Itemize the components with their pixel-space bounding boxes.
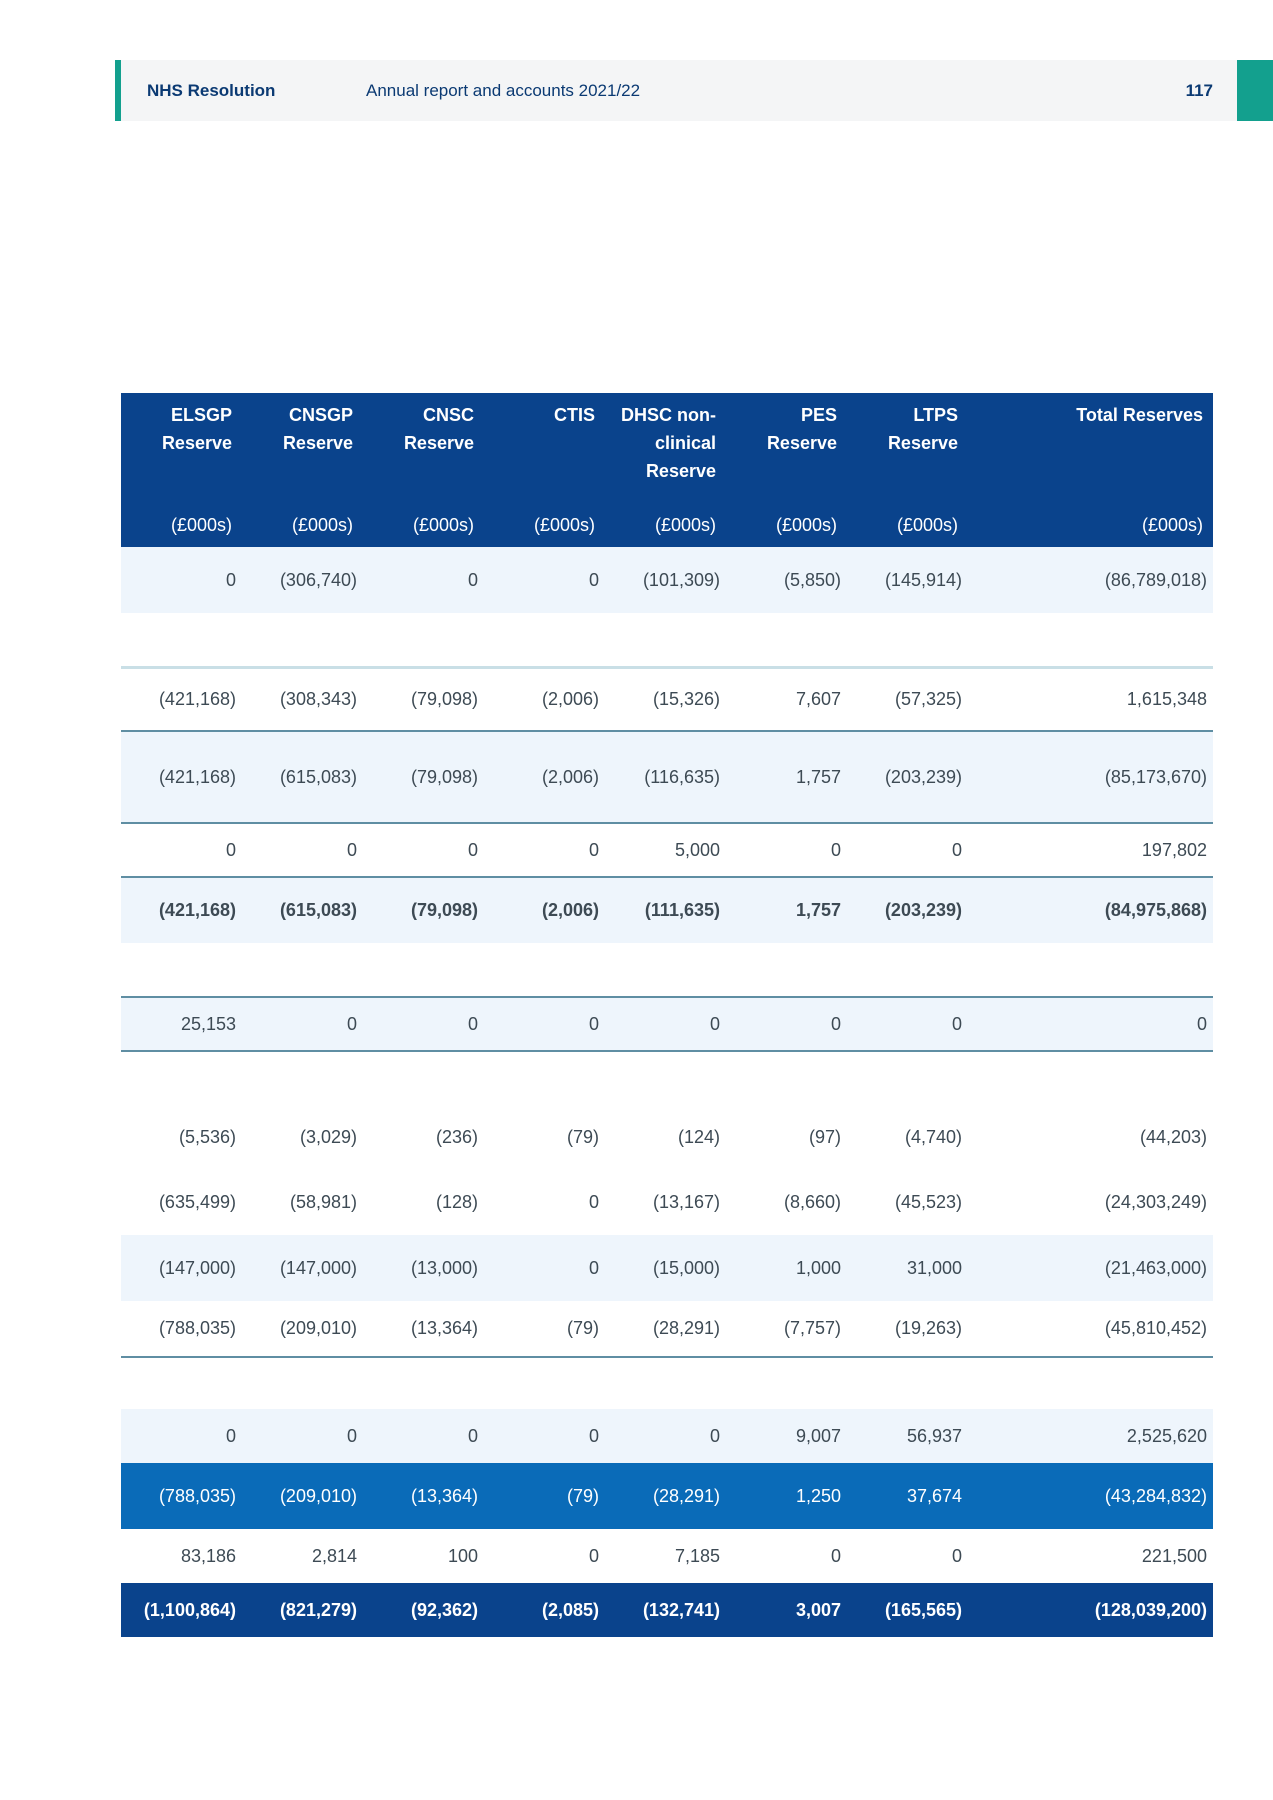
table-body (121, 547, 1213, 1637)
document-title: Annual report and accounts 2021/22 (366, 81, 641, 100)
table-cell: 0 (588, 1425, 599, 1446)
table-cell: 0 (484, 823, 605, 877)
table-cell: (615,083) (242, 877, 363, 943)
table-cell: 0 (225, 1425, 236, 1446)
table-header (121, 393, 1213, 547)
table-cell: 0 (225, 569, 236, 590)
column-header: DHSC non-clinical Reserve (621, 405, 716, 481)
table-cell: 0 (726, 997, 847, 1051)
table-cell: (147,000) (158, 1257, 236, 1278)
table-cell: (236) (435, 1126, 478, 1147)
table-cell: 0 (588, 1257, 599, 1278)
table-cell: 0 (363, 997, 484, 1051)
table-cell: (13,364) (363, 1301, 484, 1357)
column-units: (£000s) (291, 515, 353, 535)
table-cell: (788,035) (121, 1301, 242, 1357)
table-cell: (203,239) (847, 731, 968, 823)
reserves-table (121, 393, 1213, 1637)
column-header: CNSGP Reserve (282, 405, 353, 453)
table-cell: 1,250 (795, 1485, 841, 1506)
table-row (121, 997, 1213, 1051)
table-cell: (7,757) (726, 1301, 847, 1357)
table-cell: (79,098) (363, 731, 484, 823)
table-row (121, 823, 1213, 877)
table-cell: 9,007 (795, 1425, 841, 1446)
table-cell: 0 (951, 1545, 962, 1566)
column-header: LTPS Reserve (887, 405, 958, 453)
table-cell: 83,186 (180, 1545, 236, 1566)
table-cell: (128) (435, 1191, 478, 1212)
table-cell: (116,635) (605, 731, 726, 823)
column-header: CTIS (553, 405, 595, 425)
table-cell: (1,100,864) (143, 1599, 236, 1620)
table-cell: 0 (346, 1425, 357, 1446)
column-header: Total Reserves (1076, 405, 1203, 425)
table-cell: (2,006) (484, 731, 605, 823)
table-cell: 7,185 (674, 1545, 720, 1566)
table-cell: (84,975,868) (968, 877, 1213, 943)
table-row (121, 1169, 1213, 1235)
table-row (121, 1409, 1213, 1463)
table-cell: 0 (968, 997, 1213, 1051)
table-cell: 1,000 (795, 1257, 841, 1278)
column-units: (£000s) (170, 515, 232, 535)
table-cell: (165,565) (884, 1599, 962, 1620)
table-cell: (788,035) (158, 1485, 236, 1506)
table-row (121, 877, 1213, 943)
table-cell: 5,000 (605, 823, 726, 877)
table-cell: (147,000) (279, 1257, 357, 1278)
section-tab-marker (1237, 60, 1273, 121)
column-units: (£000s) (654, 515, 716, 535)
table-row (121, 1105, 1213, 1169)
table-cell: (19,263) (847, 1301, 968, 1357)
table-cell: (13,000) (410, 1257, 478, 1278)
column-headers-row (121, 393, 1213, 505)
column-units: (£000s) (1141, 515, 1203, 535)
table-cell: (5,850) (783, 569, 841, 590)
column-units: (£000s) (412, 515, 474, 535)
table-row (121, 1463, 1213, 1529)
table-cell: (111,635) (605, 877, 726, 943)
table-spacer-row (121, 1357, 1213, 1409)
column-units-row (121, 505, 1213, 547)
column-units: (£000s) (533, 515, 595, 535)
table-cell: (2,006) (484, 877, 605, 943)
table-cell: (615,083) (242, 731, 363, 823)
spacer-cell (121, 1051, 1213, 1105)
table-cell: (86,789,018) (1104, 569, 1207, 590)
reserves-table-container (121, 393, 1213, 1637)
table-cell: 1,757 (726, 731, 847, 823)
table-cell: (203,239) (847, 877, 968, 943)
table-cell: 56,937 (906, 1425, 962, 1446)
table-cell: 2,814 (311, 1545, 357, 1566)
table-cell: 0 (726, 823, 847, 877)
table-spacer-row (121, 1051, 1213, 1105)
table-cell: (421,168) (121, 877, 242, 943)
table-cell: (79) (566, 1485, 599, 1506)
table-cell: 3,007 (795, 1599, 841, 1620)
table-cell: 0 (588, 1545, 599, 1566)
table-cell: (128,039,200) (1094, 1599, 1207, 1620)
table-cell: (5,536) (178, 1126, 236, 1147)
table-cell: (421,168) (121, 667, 242, 731)
table-row (121, 1301, 1213, 1357)
table-cell: (2,085) (541, 1599, 599, 1620)
table-cell: (4,740) (904, 1126, 962, 1147)
table-cell: (45,810,452) (968, 1301, 1213, 1357)
table-cell: 197,802 (968, 823, 1213, 877)
table-cell: 0 (467, 1425, 478, 1446)
table-cell: 37,674 (906, 1485, 962, 1506)
table-cell: (13,364) (410, 1485, 478, 1506)
table-cell: 0 (588, 569, 599, 590)
table-cell: (85,173,670) (968, 731, 1213, 823)
table-cell: (79) (484, 1301, 605, 1357)
table-cell: (79,098) (363, 667, 484, 731)
spacer-cell (121, 943, 1213, 997)
table-cell: (79) (566, 1126, 599, 1147)
table-cell: (45,523) (894, 1191, 962, 1212)
table-cell: (821,279) (279, 1599, 357, 1620)
table-cell: 100 (447, 1545, 478, 1566)
table-cell: 0 (467, 569, 478, 590)
table-cell: (421,168) (121, 731, 242, 823)
table-cell: (57,325) (847, 667, 968, 731)
table-cell: (209,010) (279, 1485, 357, 1506)
table-cell: 0 (242, 997, 363, 1051)
table-cell: (145,914) (884, 569, 962, 590)
table-row (121, 1235, 1213, 1301)
table-cell: 1,615,348 (968, 667, 1213, 731)
table-cell: (306,740) (279, 569, 357, 590)
table-cell: (124) (677, 1126, 720, 1147)
column-header: ELSGP Reserve (161, 405, 232, 453)
table-cell: 0 (484, 997, 605, 1051)
table-row (121, 547, 1213, 613)
table-cell: (635,499) (158, 1191, 236, 1212)
table-cell: 0 (242, 823, 363, 877)
table-cell: (15,326) (605, 667, 726, 731)
table-spacer-row (121, 943, 1213, 997)
table-cell: 0 (588, 1191, 599, 1212)
organisation-name: NHS Resolution (147, 81, 276, 100)
table-cell: (44,203) (1139, 1126, 1207, 1147)
table-cell: 0 (709, 1425, 720, 1446)
table-cell: (58,981) (289, 1191, 357, 1212)
table-cell: 0 (847, 997, 968, 1051)
table-cell: 0 (605, 997, 726, 1051)
table-cell: 0 (830, 1545, 841, 1566)
table-cell: (308,343) (242, 667, 363, 731)
table-cell: 2,525,620 (1126, 1425, 1207, 1446)
table-cell: (24,303,249) (1104, 1191, 1207, 1212)
table-cell: (97) (808, 1126, 841, 1147)
table-cell: (21,463,000) (1104, 1257, 1207, 1278)
table-row (121, 731, 1213, 823)
table-cell: 221,500 (1141, 1545, 1207, 1566)
table-cell: 0 (363, 823, 484, 877)
column-header: PES Reserve (766, 405, 837, 453)
table-cell: (2,006) (484, 667, 605, 731)
table-cell: (79,098) (363, 877, 484, 943)
table-cell: (101,309) (642, 569, 720, 590)
table-spacer-row (121, 613, 1213, 667)
table-cell: (8,660) (783, 1191, 841, 1212)
table-cell: 7,607 (726, 667, 847, 731)
table-cell: 25,153 (121, 997, 242, 1051)
table-row (121, 667, 1213, 731)
table-cell: (3,029) (299, 1126, 357, 1147)
table-row (121, 1529, 1213, 1583)
column-units: (£000s) (775, 515, 837, 535)
table-cell: (132,741) (642, 1599, 720, 1620)
spacer-cell (121, 613, 1213, 667)
table-cell: (15,000) (652, 1257, 720, 1278)
table-cell: (92,362) (410, 1599, 478, 1620)
column-units: (£000s) (896, 515, 958, 535)
page-number: 117 (1185, 81, 1213, 100)
table-cell: 1,757 (726, 877, 847, 943)
table-cell: (43,284,832) (1104, 1485, 1207, 1506)
table-cell: 0 (847, 823, 968, 877)
table-cell: (28,291) (652, 1485, 720, 1506)
table-cell: 31,000 (906, 1257, 962, 1278)
page-header-bar (115, 60, 1237, 121)
spacer-cell (121, 1357, 1213, 1409)
table-cell: (13,167) (652, 1191, 720, 1212)
table-cell: (209,010) (242, 1301, 363, 1357)
table-cell: (28,291) (605, 1301, 726, 1357)
table-row (121, 1583, 1213, 1637)
column-header: CNSC Reserve (403, 405, 474, 453)
table-cell: 0 (121, 823, 242, 877)
